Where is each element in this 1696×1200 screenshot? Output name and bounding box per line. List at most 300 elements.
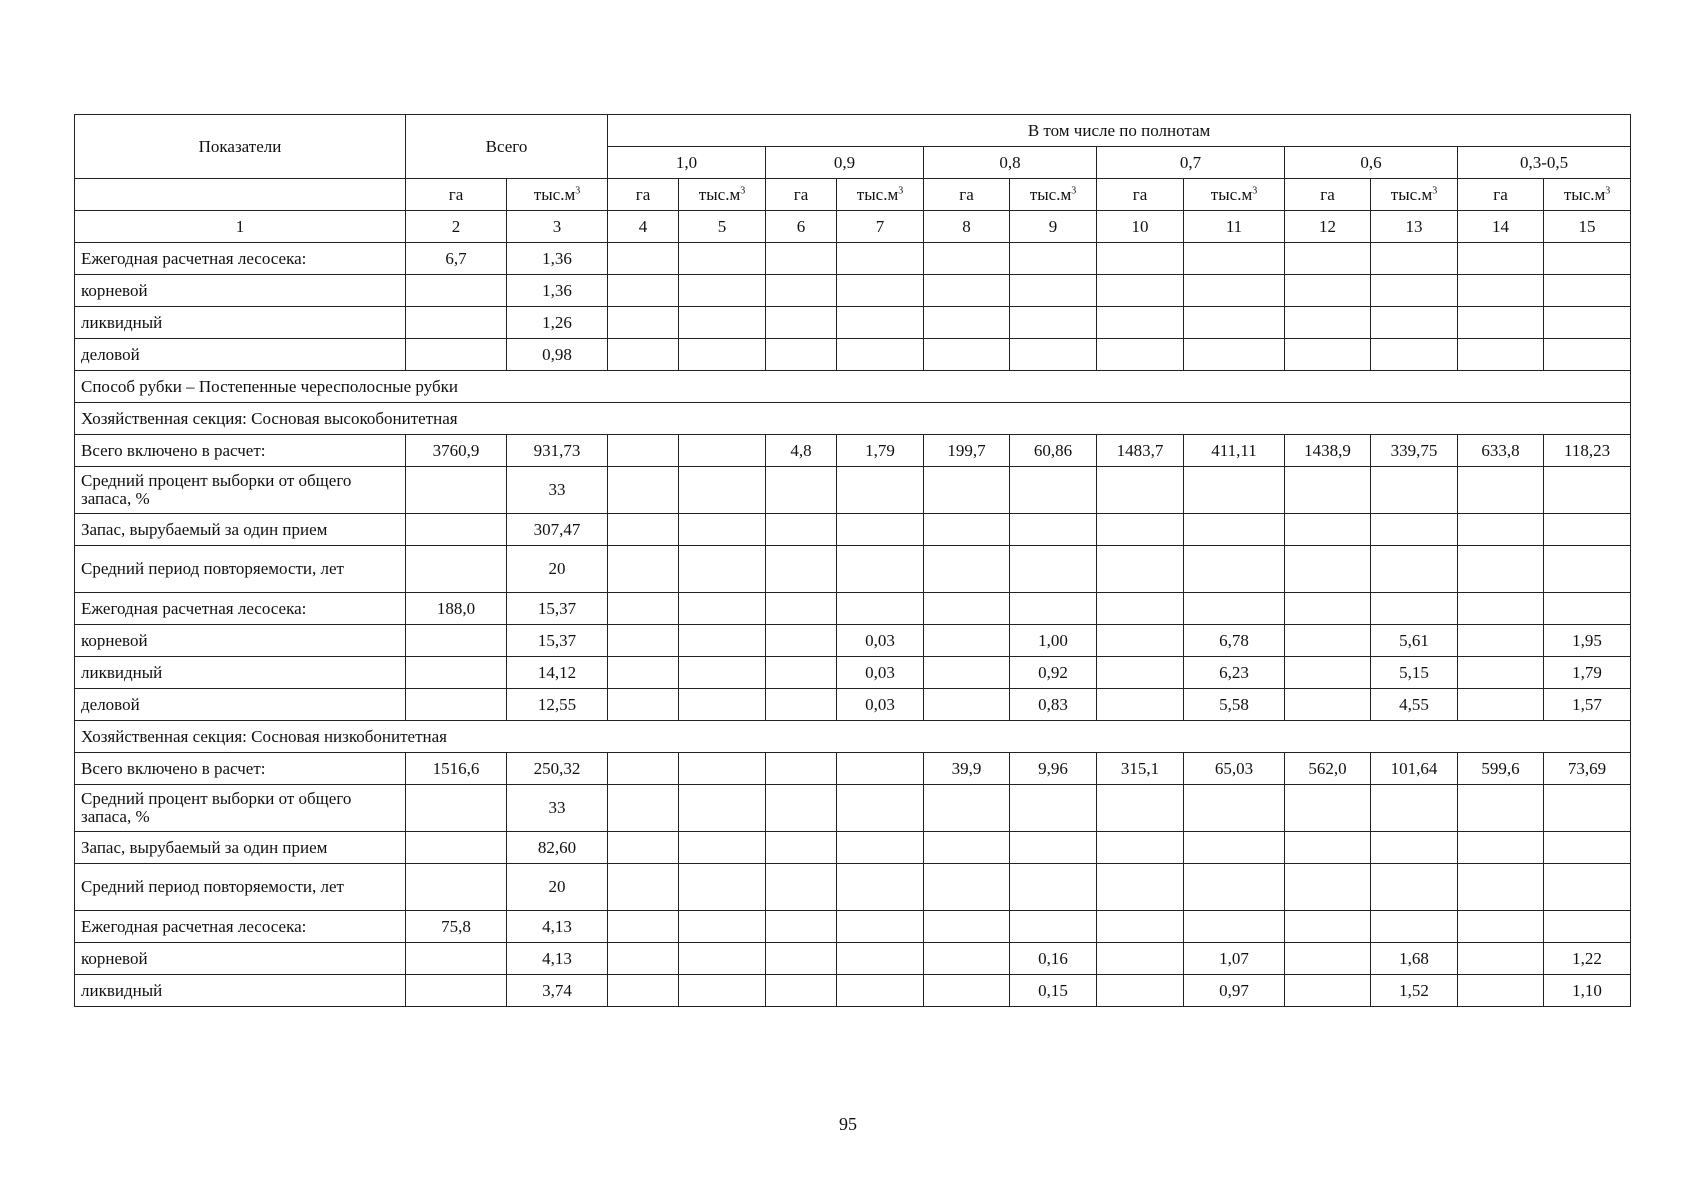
table-cell [1544,307,1631,339]
header-indicators: Показатели [75,115,406,179]
row-label: Всего включено в расчет: [75,753,406,785]
table-cell [1184,785,1285,832]
page-number: 95 [839,1114,857,1134]
table-cell [406,975,507,1007]
table-cell: 1,57 [1544,689,1631,721]
column-number: 9 [1010,211,1097,243]
table-cell [766,593,837,625]
table-cell [1544,832,1631,864]
table-cell [1184,275,1285,307]
table-cell [837,975,924,1007]
table-cell [766,307,837,339]
table-cell [1097,307,1184,339]
row-label: Всего включено в расчет: [75,435,406,467]
section-title: Способ рубки – Постепенные чересполосные рубки [75,371,1631,403]
table-cell: 1438,9 [1285,435,1371,467]
table-cell [1184,514,1285,546]
table-cell [1544,864,1631,911]
table-cell [766,546,837,593]
table-cell [1285,275,1371,307]
unit-ha: га [406,179,507,211]
table-cell [924,943,1010,975]
table-row [75,753,1631,785]
table-cell [1285,943,1371,975]
table-cell [766,975,837,1007]
section-title: Хозяйственная секция: Сосновая низкобонитетная [75,721,1631,753]
table-cell: 60,86 [1010,435,1097,467]
table-cell [1097,911,1184,943]
table-row [75,467,1631,514]
table-cell: 5,61 [1371,625,1458,657]
unit-superscript: 3 [1071,184,1077,196]
table-cell: 0,98 [507,339,608,371]
column-number: 3 [507,211,608,243]
table-cell [1184,467,1285,514]
table-cell: 0,03 [837,657,924,689]
table-cell: 931,73 [507,435,608,467]
table-cell [1097,785,1184,832]
table-cell [608,864,679,911]
row-label: корневой [75,275,406,307]
row-label: ликвидный [75,975,406,1007]
table-cell [1371,514,1458,546]
table-cell [1544,593,1631,625]
table-cell [924,307,1010,339]
table-row [75,975,1631,1007]
table-cell: 599,6 [1458,753,1544,785]
table-cell [608,832,679,864]
table-cell [679,339,766,371]
row-label: деловой [75,339,406,371]
table-cell [679,911,766,943]
table-cell [766,864,837,911]
table-cell [1458,689,1544,721]
table-cell [766,832,837,864]
table-cell [837,911,924,943]
table-cell [1010,911,1097,943]
table-cell [1010,832,1097,864]
table-cell [1184,864,1285,911]
unit-text: тыс.м [533,184,576,204]
table-cell [679,435,766,467]
row-label: Средний процент выборки от общего запаса, % [75,467,406,514]
table-cell: 6,23 [1184,657,1285,689]
table-cell [1285,689,1371,721]
table-cell [1458,785,1544,832]
table-cell [1285,546,1371,593]
table-cell [608,657,679,689]
table-cell: 3,74 [507,975,608,1007]
table-cell [924,275,1010,307]
table-cell [1184,832,1285,864]
row-label: ликвидный [75,657,406,689]
table-row [75,864,1631,911]
table-cell [1371,339,1458,371]
table-cell [766,275,837,307]
table-cell [1458,275,1544,307]
row-label: Средний период повторяемости, лет [75,546,406,593]
unit-thousand-m3 [679,179,766,211]
table-cell [1285,975,1371,1007]
table-cell: 0,16 [1010,943,1097,975]
table-cell [1285,785,1371,832]
table-cell: 0,03 [837,689,924,721]
table-cell [1010,339,1097,371]
row-label: ликвидный [75,307,406,339]
table-cell [1544,275,1631,307]
table-cell: 1,52 [1371,975,1458,1007]
table-cell [608,514,679,546]
table-cell: 1,95 [1544,625,1631,657]
table-cell [1285,832,1371,864]
table-cell [1010,243,1097,275]
table-cell: 0,92 [1010,657,1097,689]
table-cell [837,864,924,911]
table-cell [1097,864,1184,911]
unit-thousand-m3 [1371,179,1458,211]
column-number: 4 [608,211,679,243]
table-cell [1458,467,1544,514]
unit-text: тыс.м [1210,184,1253,204]
table-cell [1010,785,1097,832]
table-cell [837,753,924,785]
table-cell: 65,03 [1184,753,1285,785]
table-cell [1458,943,1544,975]
table-cell [1097,832,1184,864]
unit-text: тыс.м [1390,184,1433,204]
table-cell: 307,47 [507,514,608,546]
forest-table-sheet [74,114,1631,1007]
table-cell: 73,69 [1544,753,1631,785]
table-cell [608,243,679,275]
row-label: Ежегодная расчетная лесосека: [75,593,406,625]
table-cell [1097,975,1184,1007]
table-row [75,657,1631,689]
row-label: корневой [75,625,406,657]
table-cell [1371,243,1458,275]
table-cell [766,943,837,975]
table-cell [1285,864,1371,911]
table-row [75,546,1631,593]
table-row [75,689,1631,721]
unit-text: тыс.м [698,184,741,204]
table-cell [679,593,766,625]
row-label: корневой [75,943,406,975]
table-cell [1097,593,1184,625]
table-cell: 250,32 [507,753,608,785]
table-cell: 4,8 [766,435,837,467]
table-cell [1371,911,1458,943]
table-cell [924,785,1010,832]
unit-superscript: 3 [575,184,581,196]
felling-table [74,114,1631,1007]
table-cell [1371,546,1458,593]
table-cell [406,689,507,721]
column-number: 14 [1458,211,1544,243]
table-row [75,307,1631,339]
column-number: 1 [75,211,406,243]
table-cell: 9,96 [1010,753,1097,785]
table-cell [679,753,766,785]
row-label: деловой [75,689,406,721]
section-row [75,403,1631,435]
column-number: 12 [1285,211,1371,243]
table-cell: 1,00 [1010,625,1097,657]
unit-superscript: 3 [1252,184,1258,196]
table-cell [837,546,924,593]
table-cell [1544,243,1631,275]
header-density-2: 0,8 [924,147,1097,179]
table-cell [608,911,679,943]
table-cell: 12,55 [507,689,608,721]
table-cell [679,275,766,307]
table-cell: 1,36 [507,243,608,275]
table-cell [1371,864,1458,911]
table-cell [837,514,924,546]
row-label: Средний период повторяемости, лет [75,864,406,911]
table-cell: 6,78 [1184,625,1285,657]
table-cell [679,467,766,514]
unit-ha: га [608,179,679,211]
table-cell: 3760,9 [406,435,507,467]
column-number: 6 [766,211,837,243]
column-number: 5 [679,211,766,243]
table-cell [679,975,766,1007]
table-cell [679,689,766,721]
table-cell: 20 [507,864,608,911]
unit-superscript: 3 [1605,184,1611,196]
table-cell [1458,514,1544,546]
table-row [75,275,1631,307]
table-row [75,339,1631,371]
table-cell [679,243,766,275]
table-cell [406,514,507,546]
table-cell: 6,7 [406,243,507,275]
table-cell [608,943,679,975]
table-cell [766,339,837,371]
table-cell [1010,467,1097,514]
table-cell [1184,593,1285,625]
table-cell [679,307,766,339]
table-cell [924,864,1010,911]
table-cell [1544,785,1631,832]
table-cell [1097,275,1184,307]
table-cell [924,689,1010,721]
table-cell [924,593,1010,625]
row-label: Ежегодная расчетная лесосека: [75,243,406,275]
table-cell [1184,307,1285,339]
table-cell [1097,243,1184,275]
table-cell: 20 [507,546,608,593]
unit-thousand-m3 [1184,179,1285,211]
table-cell [679,514,766,546]
table-cell: 188,0 [406,593,507,625]
header-density-5: 0,3-0,5 [1458,147,1631,179]
table-cell [608,307,679,339]
table-cell [1544,467,1631,514]
unit-ha: га [924,179,1010,211]
table-row [75,243,1631,275]
header-density-1: 0,9 [766,147,924,179]
table-cell [1184,911,1285,943]
table-cell: 4,13 [507,943,608,975]
section-row [75,721,1631,753]
unit-ha: га [1285,179,1371,211]
table-cell [1458,864,1544,911]
table-cell [608,339,679,371]
table-cell [924,657,1010,689]
table-cell [679,864,766,911]
table-cell: 75,8 [406,911,507,943]
table-cell [766,467,837,514]
table-cell: 1,79 [1544,657,1631,689]
table-cell [1097,514,1184,546]
header-empty [75,179,406,211]
table-cell [608,785,679,832]
table-row [75,911,1631,943]
unit-text: тыс.м [856,184,899,204]
table-cell [406,339,507,371]
table-cell [1184,339,1285,371]
header-density-3: 0,7 [1097,147,1285,179]
table-cell: 1,22 [1544,943,1631,975]
column-number: 7 [837,211,924,243]
column-number: 8 [924,211,1010,243]
table-cell [924,975,1010,1007]
table-cell [1010,307,1097,339]
column-number: 2 [406,211,507,243]
table-cell [1097,625,1184,657]
table-cell [608,435,679,467]
table-cell [1544,546,1631,593]
table-cell [608,467,679,514]
table-cell: 4,13 [507,911,608,943]
table-cell [1010,864,1097,911]
table-cell: 1,79 [837,435,924,467]
table-cell [406,785,507,832]
table-cell [766,514,837,546]
table-cell [837,593,924,625]
table-cell [608,753,679,785]
unit-ha: га [766,179,837,211]
table-cell [924,467,1010,514]
row-label: Средний процент выборки от общего запаса, % [75,785,406,832]
table-cell [1544,339,1631,371]
unit-superscript: 3 [898,184,904,196]
table-cell [1371,832,1458,864]
table-cell: 101,64 [1371,753,1458,785]
table-cell [406,275,507,307]
table-cell [1097,467,1184,514]
section-title: Хозяйственная секция: Сосновая высокобонитетная [75,403,1631,435]
table-cell [837,943,924,975]
table-cell [679,546,766,593]
table-cell [1458,593,1544,625]
table-cell [1285,911,1371,943]
table-cell [1097,943,1184,975]
table-cell [1097,657,1184,689]
table-cell [924,339,1010,371]
table-cell [406,625,507,657]
table-cell [679,943,766,975]
table-cell [1458,546,1544,593]
table-cell [1458,975,1544,1007]
header-density-0: 1,0 [608,147,766,179]
table-cell: 1,68 [1371,943,1458,975]
table-cell [924,546,1010,593]
table-cell [608,593,679,625]
table-cell: 0,03 [837,625,924,657]
table-row [75,593,1631,625]
row-label: Запас, вырубаемый за один прием [75,832,406,864]
table-cell: 1516,6 [406,753,507,785]
unit-ha: га [1097,179,1184,211]
column-number: 13 [1371,211,1458,243]
table-cell [1458,339,1544,371]
table-cell [1097,546,1184,593]
table-row [75,785,1631,832]
table-cell: 199,7 [924,435,1010,467]
table-cell [406,307,507,339]
column-number: 15 [1544,211,1631,243]
table-cell: 82,60 [507,832,608,864]
table-cell [1544,911,1631,943]
table-cell: 0,15 [1010,975,1097,1007]
table-cell [837,467,924,514]
table-cell [1285,339,1371,371]
table-cell [924,911,1010,943]
table-cell [406,546,507,593]
header-density-4: 0,6 [1285,147,1458,179]
unit-thousand-m3 [837,179,924,211]
table-cell: 5,15 [1371,657,1458,689]
table-cell: 5,58 [1184,689,1285,721]
table-cell [1184,546,1285,593]
table-cell [766,625,837,657]
table-cell [837,785,924,832]
table-cell: 1,10 [1544,975,1631,1007]
table-cell [1458,307,1544,339]
table-cell [1371,593,1458,625]
row-label: Ежегодная расчетная лесосека: [75,911,406,943]
table-cell: 633,8 [1458,435,1544,467]
table-cell [1371,275,1458,307]
unit-thousand-m3 [1544,179,1631,211]
unit-ha: га [1458,179,1544,211]
table-cell: 0,97 [1184,975,1285,1007]
table-cell [766,785,837,832]
unit-thousand-m3 [507,179,608,211]
unit-superscript: 3 [740,184,746,196]
table-cell: 33 [507,467,608,514]
table-cell [766,911,837,943]
table-cell: 315,1 [1097,753,1184,785]
table-cell [924,514,1010,546]
table-cell [1371,307,1458,339]
table-cell [924,625,1010,657]
table-cell [1458,657,1544,689]
table-cell [837,243,924,275]
table-cell [766,753,837,785]
header-total: Всего [406,115,608,179]
table-cell: 118,23 [1544,435,1631,467]
table-cell [1010,593,1097,625]
column-number: 11 [1184,211,1285,243]
table-cell [1285,657,1371,689]
unit-text: тыс.м [1563,184,1606,204]
table-cell: 0,83 [1010,689,1097,721]
unit-thousand-m3 [1010,179,1097,211]
